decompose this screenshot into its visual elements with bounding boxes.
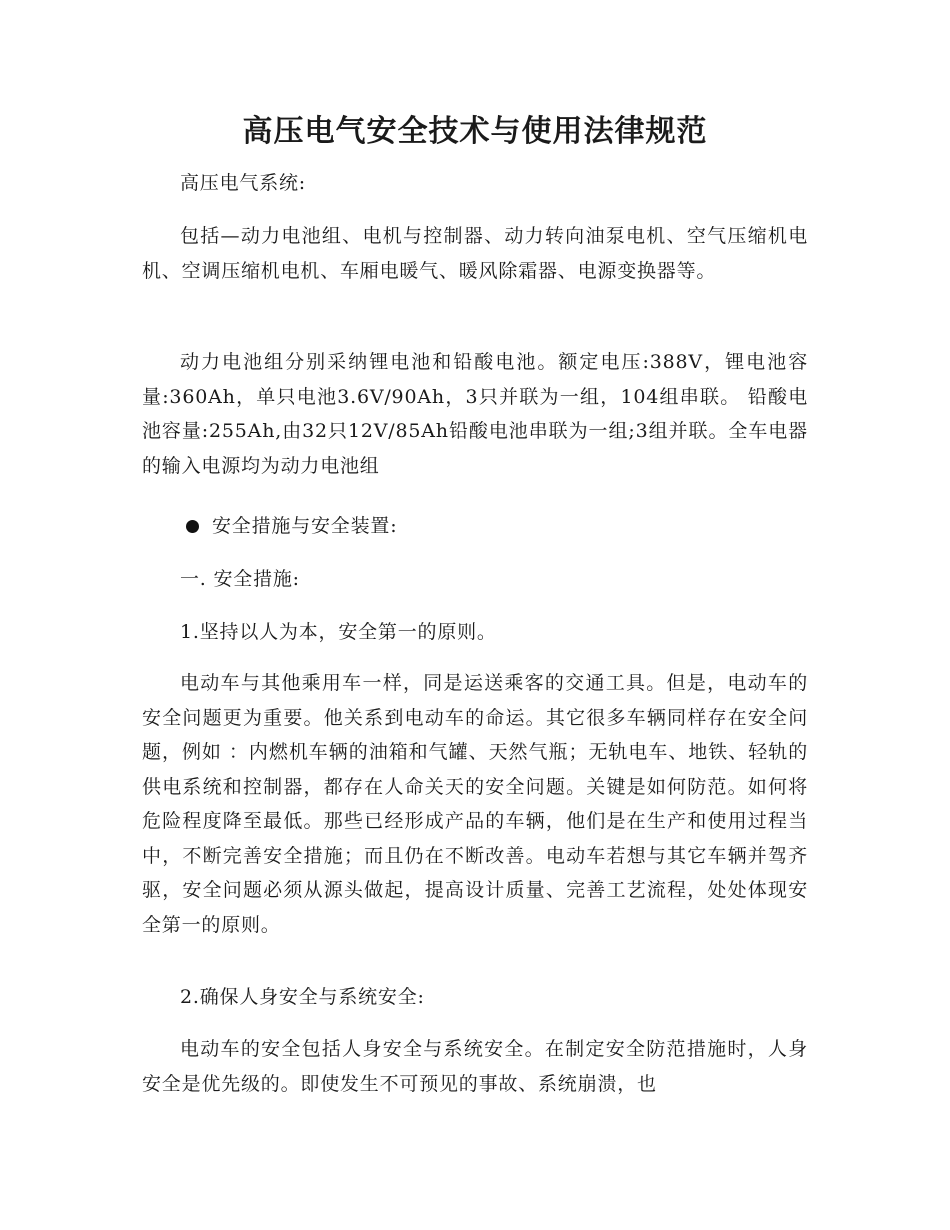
bullet-text: 安全措施与安全装置: <box>212 515 398 537</box>
item2-heading: 2.确保人身安全与系统安全: <box>180 986 425 1008</box>
paragraph-system-components: 包括—动力电池组、电机与控制器、动力转向油泵电机、空气压缩机电机、空调压缩机电机、车厢电暖气、暖风除霜器、电源变换器等。 <box>142 225 808 282</box>
item2-body: 电动车的安全包括人身安全与系统安全。在制定安全防范措施时，人身安全是优先级的。即使发生不可预见的事故、系统崩溃，也 <box>142 1038 808 1095</box>
item1-body: 电动车与其他乘用车一样，同是运送乘客的交通工具。但是，电动车的安全问题更为重要。他关系到电动车的命运。其它很多车辆同样存在安全问题，例如 ：内燃机车辆的油箱和气罐、天然气瓶；无轨电车、地铁、轻轨的供电系统和控制器，都存在人命关天的安全问题。关键是如何防范。如何将危险程度降至最低。那些已经形成产品的车辆，他们是在生产和使用过程当中，不断完善安全措施；而且仍在不断改善。电动车若想与其它车辆并驾齐驱，安全问题必须从源头做起，提高设计质量、完善工艺流程，处处体现安全第一的原则。 <box>142 672 808 936</box>
bullet-icon <box>186 520 199 533</box>
document-title: 高压电气安全技术与使用法律规范 <box>242 114 708 149</box>
bullet-item <box>186 511 397 541</box>
section-heading-safety-measures: 一. 安全措施: <box>180 568 300 590</box>
paragraph-system-heading: 高压电气系统: <box>180 172 307 194</box>
item1-heading: 1.坚持以人为本，安全第一的原则。 <box>180 621 497 643</box>
paragraph-battery-pack: 动力电池组分别采纳锂电池和铅酸电池。额定电压:388V，锂电池容量:360Ah，单只电池3.6V/90Ah，3只并联为一组，104组串联。 铅酸电池容量:255Ah,由32只12V/85Ah铅酸电池串联为一组;3组并联。全车电器的输入电源均为动力电池组 <box>142 351 808 477</box>
